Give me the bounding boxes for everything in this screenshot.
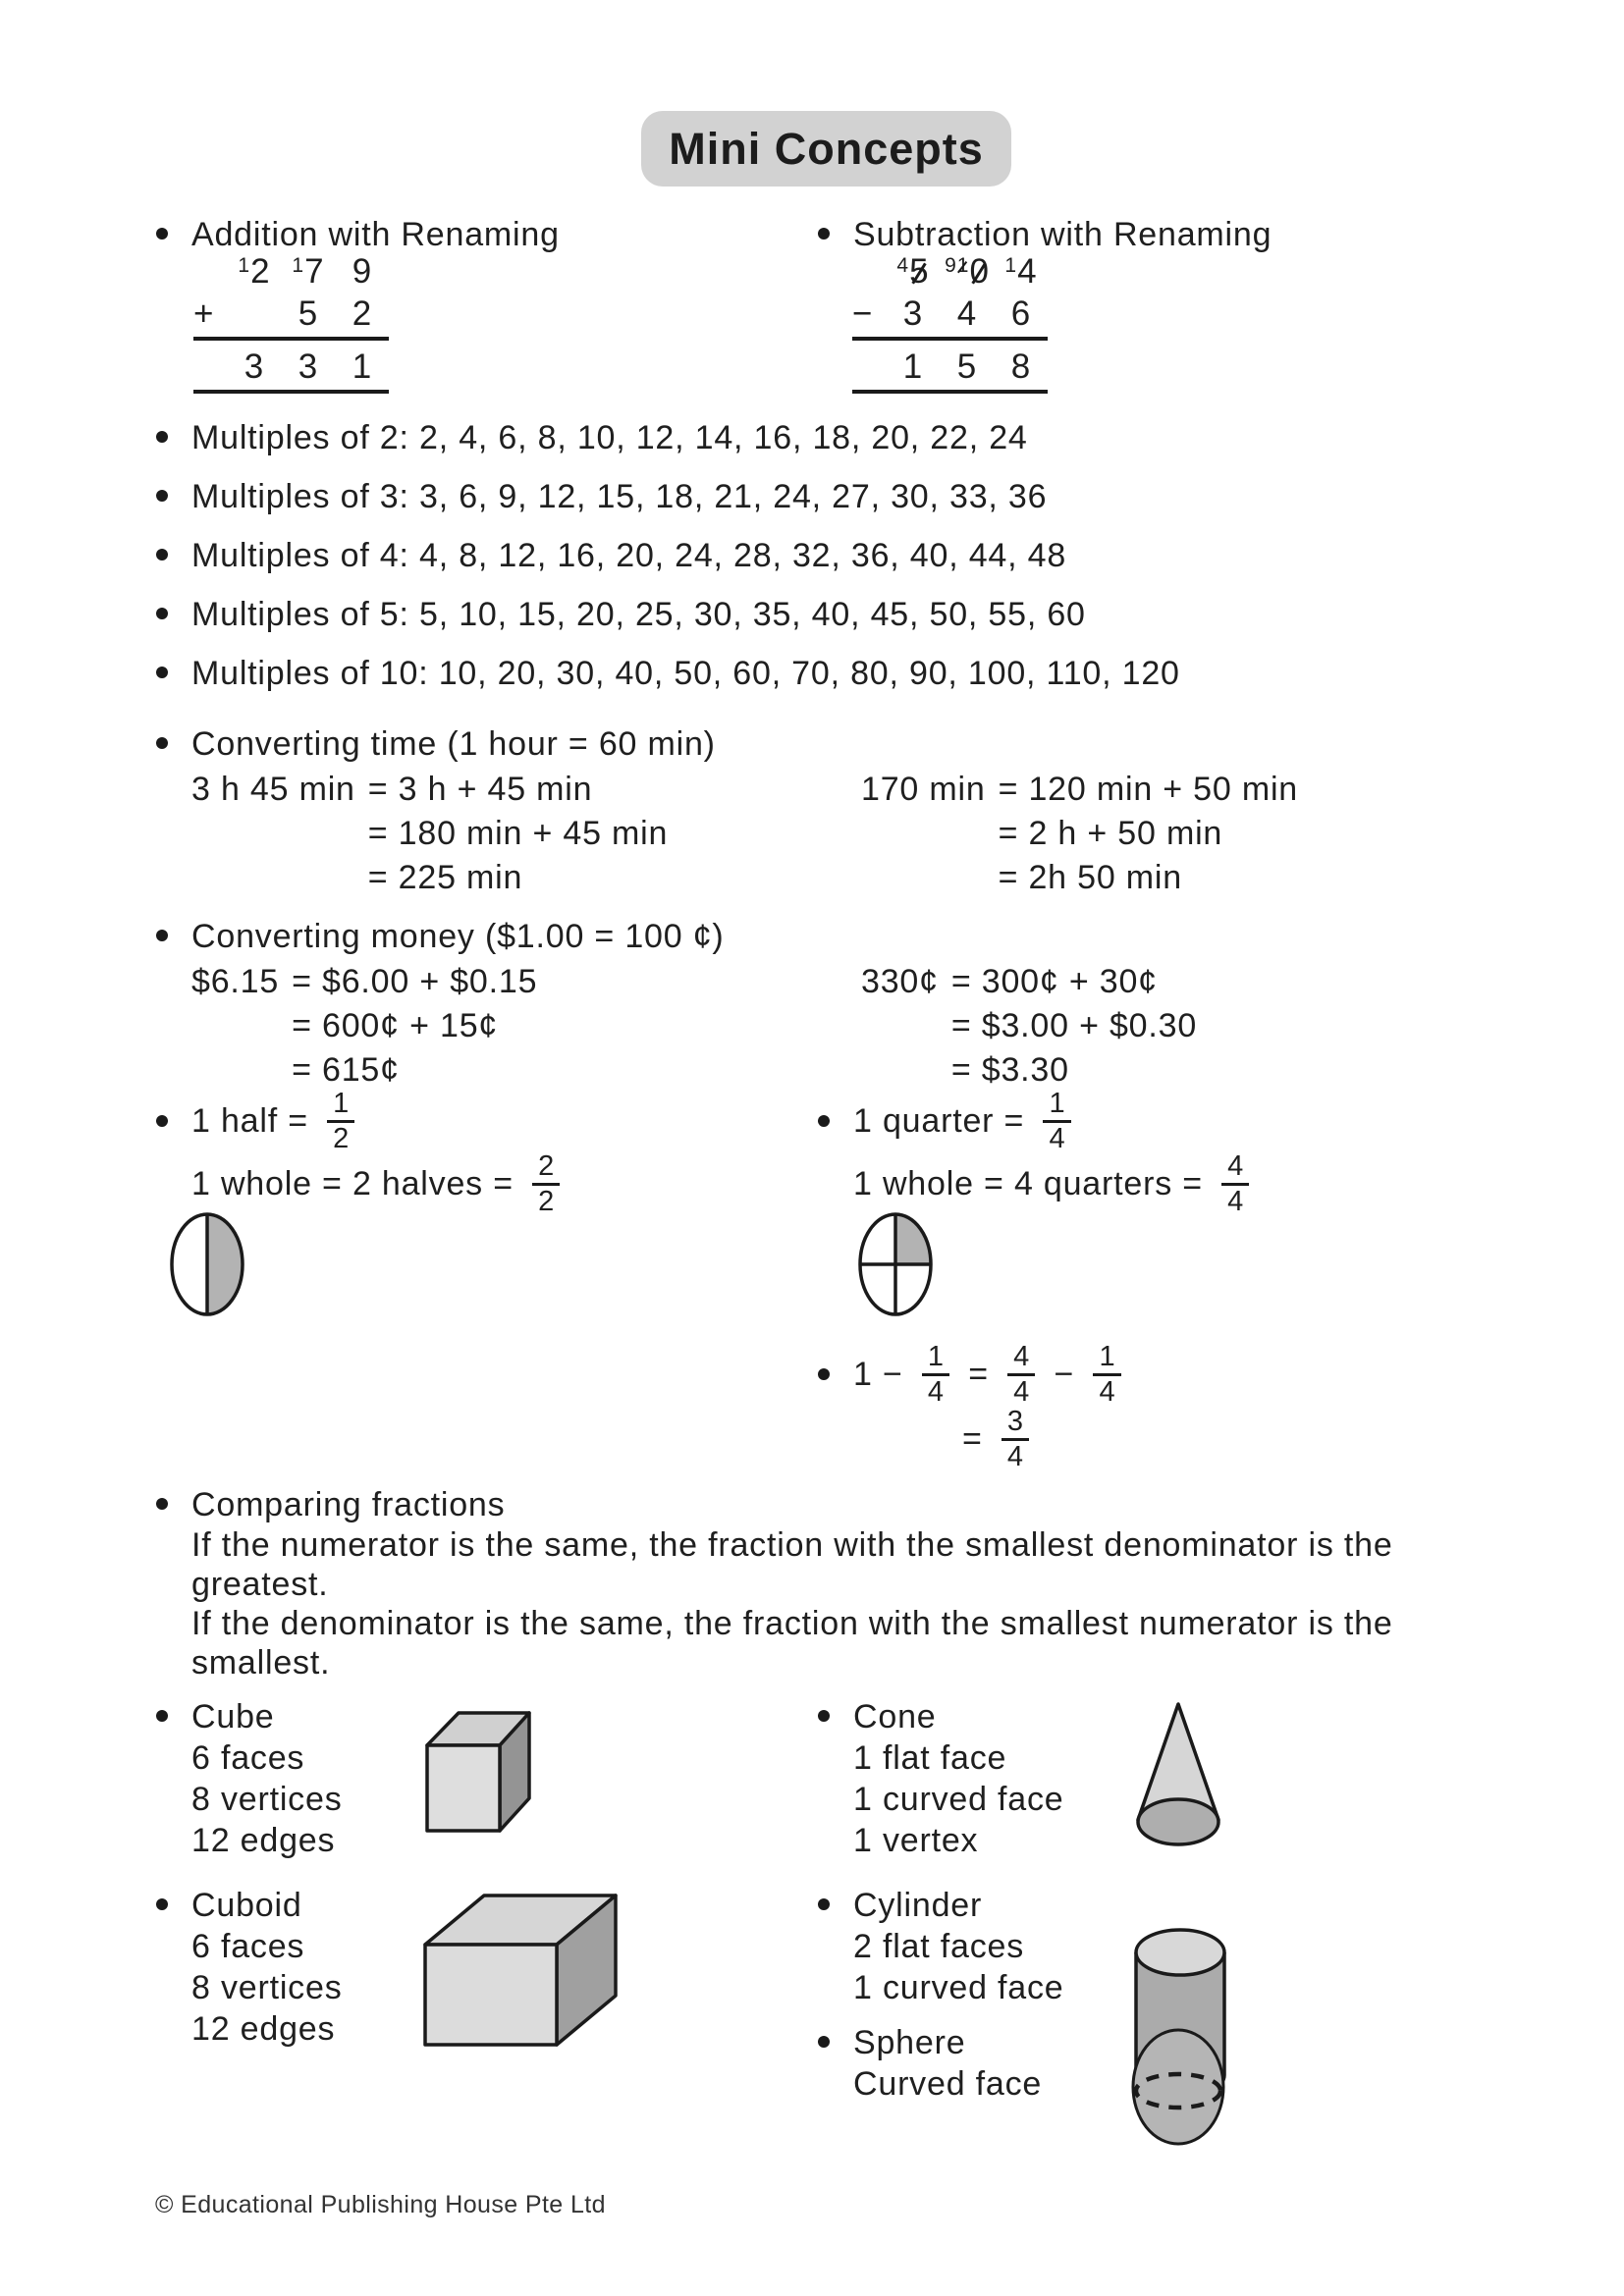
fraction — [327, 1088, 354, 1154]
denominator: 4 — [1093, 1373, 1120, 1408]
operator-sign — [852, 348, 886, 386]
bullet-icon — [156, 1498, 168, 1510]
digit: 0 — [969, 252, 989, 291]
whole-halves-line — [191, 1152, 568, 1215]
shape-property: 6 faces — [191, 1928, 305, 1965]
shape-property: 2 flat faces — [853, 1928, 1025, 1965]
numerator: 1 — [927, 1341, 944, 1373]
bullet-icon — [818, 1898, 830, 1910]
arith-cell: 2 — [352, 294, 372, 333]
equation-step: = 225 min — [367, 859, 523, 896]
bullet-icon — [156, 930, 168, 941]
digit: 9 — [352, 252, 372, 291]
carry-rename-digit: 9 — [945, 254, 956, 277]
equation-step: = 300¢ + 30¢ — [950, 963, 1158, 1000]
equation-lhs: $6.15 — [191, 963, 280, 1000]
numerator: 4 — [1013, 1341, 1030, 1373]
fraction — [532, 1150, 560, 1217]
carry-rename-digit: 4 — [896, 254, 909, 277]
answer-line — [193, 390, 389, 394]
shape-name: Sphere — [853, 2024, 966, 2061]
bullet-icon — [156, 737, 168, 749]
arith-second-row — [852, 295, 1048, 333]
digit: 5 — [909, 252, 929, 291]
comparing-heading: Comparing fractions — [191, 1486, 506, 1523]
one-minus-quarter-line1 — [816, 1343, 1130, 1406]
equation-step: = 615¢ — [292, 1051, 400, 1089]
multiples-text: Multiples of 10: 10, 20, 30, 40, 50, 60, 70, 80, 90, 100, 110, 120 — [191, 655, 1180, 692]
money-example-left — [191, 960, 537, 1093]
multiples-text: Multiples of 5: 5, 10, 15, 20, 25, 30, 35, 40, 45, 50, 55, 60 — [191, 596, 1086, 633]
equation-text: 1 whole = 4 quarters = — [853, 1164, 1214, 1202]
arith-cell: 5 — [956, 347, 977, 386]
bullet-icon — [156, 431, 168, 443]
equation-text: 1 quarter = — [853, 1101, 1035, 1140]
bullet-icon — [156, 667, 168, 678]
operator-sign — [193, 253, 227, 295]
numerator: 4 — [1227, 1150, 1244, 1183]
arith-cell: 1 — [352, 347, 372, 386]
equation-step: = $3.30 — [950, 1051, 1069, 1089]
sphere-icon — [1129, 2026, 1227, 2148]
arith-cell: 3 — [244, 347, 264, 386]
digit: 2 — [250, 252, 270, 291]
equation-text: 1 whole = 2 halves = — [191, 1164, 524, 1202]
answer-line — [852, 337, 1048, 341]
arith-cell: 4 — [956, 294, 977, 333]
arith-cell — [994, 253, 1048, 295]
copyright-notice: © Educational Publishing House Pte Ltd — [155, 2191, 606, 2218]
shape-property: 8 vertices — [191, 1781, 343, 1818]
cube-icon — [424, 1708, 532, 1834]
arith-cell: 3 — [902, 294, 923, 333]
equation-text: 1 half = — [191, 1101, 319, 1140]
shape-property: 1 curved face — [853, 1781, 1064, 1818]
time-heading-row — [154, 723, 716, 765]
subtraction-heading: Subtraction with Renaming — [853, 216, 1272, 253]
bullet-icon — [156, 1115, 168, 1127]
quarter-shaded-circle-icon — [856, 1210, 935, 1318]
numerator: 2 — [538, 1150, 555, 1183]
equation-step: = 2h 50 min — [998, 859, 1182, 896]
whole-quarters-line — [853, 1152, 1258, 1215]
bullet-icon — [156, 608, 168, 619]
shape-name-row — [154, 1696, 343, 1737]
equation-step: = $3.00 + $0.30 — [950, 1007, 1198, 1044]
addition-heading-row — [154, 214, 560, 255]
arith-cell — [227, 253, 281, 295]
multiples-item — [154, 418, 1180, 457]
bullet-icon — [156, 228, 168, 240]
arith-cell: 1 — [902, 347, 923, 386]
arith-cell — [886, 253, 940, 295]
arith-cell: 8 — [1010, 347, 1031, 386]
equation-step: = 180 min + 45 min — [367, 815, 669, 852]
addition-heading: Addition with Renaming — [191, 216, 560, 253]
bullet-icon — [156, 490, 168, 502]
subtraction-worked-example — [852, 253, 1048, 400]
text-line: greatest. — [191, 1566, 329, 1603]
denominator: 4 — [1007, 1373, 1035, 1408]
denominator: 4 — [1043, 1120, 1070, 1154]
denominator: 4 — [1221, 1183, 1249, 1217]
subtraction-heading-row — [816, 214, 1272, 255]
cube-description — [154, 1696, 343, 1861]
shape-name-row — [816, 2022, 1042, 2063]
bullet-icon — [156, 549, 168, 561]
shape-name: Cube — [191, 1698, 275, 1735]
multiples-list — [154, 418, 1180, 713]
carry-rename-digit: 1 — [957, 247, 969, 285]
shape-name-row — [816, 1885, 1064, 1926]
shape-name: Cone — [853, 1698, 937, 1735]
arith-cell — [940, 253, 994, 295]
shape-name: Cylinder — [853, 1887, 983, 1924]
numerator: 1 — [333, 1088, 350, 1120]
cone-description — [816, 1696, 1064, 1861]
shape-property: 1 flat face — [853, 1739, 1007, 1777]
equation-lhs: 330¢ — [861, 963, 939, 1000]
operator-sign — [193, 348, 227, 386]
operator-sign: + — [193, 294, 214, 333]
bullet-icon — [818, 228, 830, 240]
multiples-item — [154, 654, 1180, 693]
page-title: Mini Concepts — [669, 123, 984, 174]
bullet-icon — [818, 1115, 830, 1127]
money-heading: Converting money ($1.00 = 100 ¢) — [191, 918, 725, 955]
numerator: 3 — [1006, 1406, 1024, 1438]
equation-text: = — [958, 1355, 1000, 1393]
carry-rename-digit: 1 — [1004, 254, 1017, 277]
multiples-item — [154, 595, 1180, 634]
denominator: 4 — [1001, 1438, 1029, 1472]
bullet-icon — [818, 1710, 830, 1722]
denominator: 4 — [922, 1373, 949, 1408]
multiples-text: Multiples of 2: 2, 4, 6, 8, 10, 12, 14, 16, 18, 20, 22, 24 — [191, 419, 1028, 456]
equation-text: − — [1044, 1355, 1085, 1393]
arith-cell — [227, 295, 281, 333]
arith-cell: 5 — [298, 294, 318, 333]
answer-line — [193, 337, 389, 341]
fraction — [1001, 1406, 1029, 1472]
equation-step: = 120 min + 50 min — [998, 771, 1299, 808]
digit: 7 — [304, 252, 324, 291]
denominator: 2 — [327, 1120, 354, 1154]
bullet-icon — [818, 1368, 830, 1380]
shape-name: Cuboid — [191, 1887, 302, 1924]
shape-property: 12 edges — [191, 2010, 336, 2048]
fraction — [1043, 1088, 1070, 1154]
cone-icon — [1129, 1700, 1227, 1847]
fraction — [1093, 1341, 1120, 1408]
equation-text: 1 − — [853, 1355, 913, 1393]
multiples-item — [154, 536, 1180, 575]
comparing-heading-row — [154, 1484, 505, 1525]
shape-property: Curved face — [853, 2065, 1043, 2103]
equation-steps — [951, 960, 1197, 1093]
time-example-left — [191, 768, 668, 900]
comparing-rules-text — [191, 1525, 1393, 1682]
operator-sign — [852, 253, 886, 295]
time-example-right — [861, 768, 1298, 900]
digit: 4 — [1017, 252, 1037, 291]
text-line: If the numerator is the same, the fraction with the smallest denominator is the — [191, 1526, 1393, 1564]
carry-rename-digit: 1 — [292, 254, 304, 277]
equation-steps — [999, 768, 1298, 900]
multiples-text: Multiples of 3: 3, 6, 9, 12, 15, 18, 21, 24, 27, 30, 33, 36 — [191, 478, 1048, 515]
arith-top-row — [852, 253, 1048, 295]
denominator: 2 — [532, 1183, 560, 1217]
arith-result-row — [193, 347, 389, 386]
shape-property: 6 faces — [191, 1739, 305, 1777]
page-title-badge — [641, 111, 1011, 187]
cuboid-icon — [422, 1891, 619, 2048]
multiples-item — [154, 477, 1180, 516]
arith-cell: 6 — [1010, 294, 1031, 333]
one-minus-quarter-line2 — [962, 1408, 1038, 1470]
bullet-icon — [156, 1898, 168, 1910]
numerator: 1 — [1099, 1341, 1115, 1373]
half-shaded-circle-icon — [168, 1210, 246, 1318]
text-line: smallest. — [191, 1644, 331, 1682]
equation-lhs: 170 min — [861, 771, 986, 808]
numerator: 1 — [1049, 1088, 1065, 1120]
answer-line — [852, 390, 1048, 394]
operator-sign: − — [852, 294, 873, 333]
multiples-text: Multiples of 4: 4, 8, 12, 16, 20, 24, 28, 32, 36, 40, 44, 48 — [191, 537, 1067, 574]
text-line: If the denominator is the same, the fraction with the smallest numerator is the — [191, 1605, 1393, 1642]
shape-property: 12 edges — [191, 1822, 336, 1859]
arith-result-row — [852, 347, 1048, 386]
arith-cell: 3 — [298, 347, 318, 386]
arith-cell — [281, 253, 335, 295]
equation-step: = 600¢ + 15¢ — [292, 1007, 499, 1044]
arith-second-row — [193, 295, 389, 333]
equation-text: = — [962, 1419, 993, 1458]
shape-property: 1 curved face — [853, 1969, 1064, 2006]
fraction — [1007, 1341, 1035, 1408]
addition-worked-example — [193, 253, 389, 400]
equation-steps — [292, 960, 537, 1093]
equation-step: = 2 h + 50 min — [998, 815, 1223, 852]
shape-name-row — [154, 1885, 343, 1926]
bullet-icon — [818, 2036, 830, 2048]
shape-property: 8 vertices — [191, 1969, 343, 2006]
sphere-description — [816, 2022, 1042, 2105]
arith-cell — [335, 253, 389, 295]
time-heading: Converting time (1 hour = 60 min) — [191, 725, 716, 763]
fraction — [922, 1341, 949, 1408]
shape-name-row — [816, 1696, 1064, 1737]
money-example-right — [861, 960, 1197, 1093]
half-definition-line — [154, 1090, 363, 1152]
fraction — [1221, 1150, 1249, 1217]
equation-step: = $6.00 + $0.15 — [292, 963, 538, 1000]
arith-top-row — [193, 253, 389, 295]
cylinder-description — [816, 1885, 1064, 2008]
equation-step: = 3 h + 45 min — [367, 771, 593, 808]
equation-lhs: 3 h 45 min — [191, 771, 355, 808]
money-heading-row — [154, 916, 725, 957]
cuboid-description — [154, 1885, 343, 2050]
quarter-definition-line — [816, 1090, 1080, 1152]
bullet-icon — [156, 1710, 168, 1722]
shape-property: 1 vertex — [853, 1822, 979, 1859]
carry-rename-digit: 1 — [238, 254, 250, 277]
equation-steps — [368, 768, 668, 900]
